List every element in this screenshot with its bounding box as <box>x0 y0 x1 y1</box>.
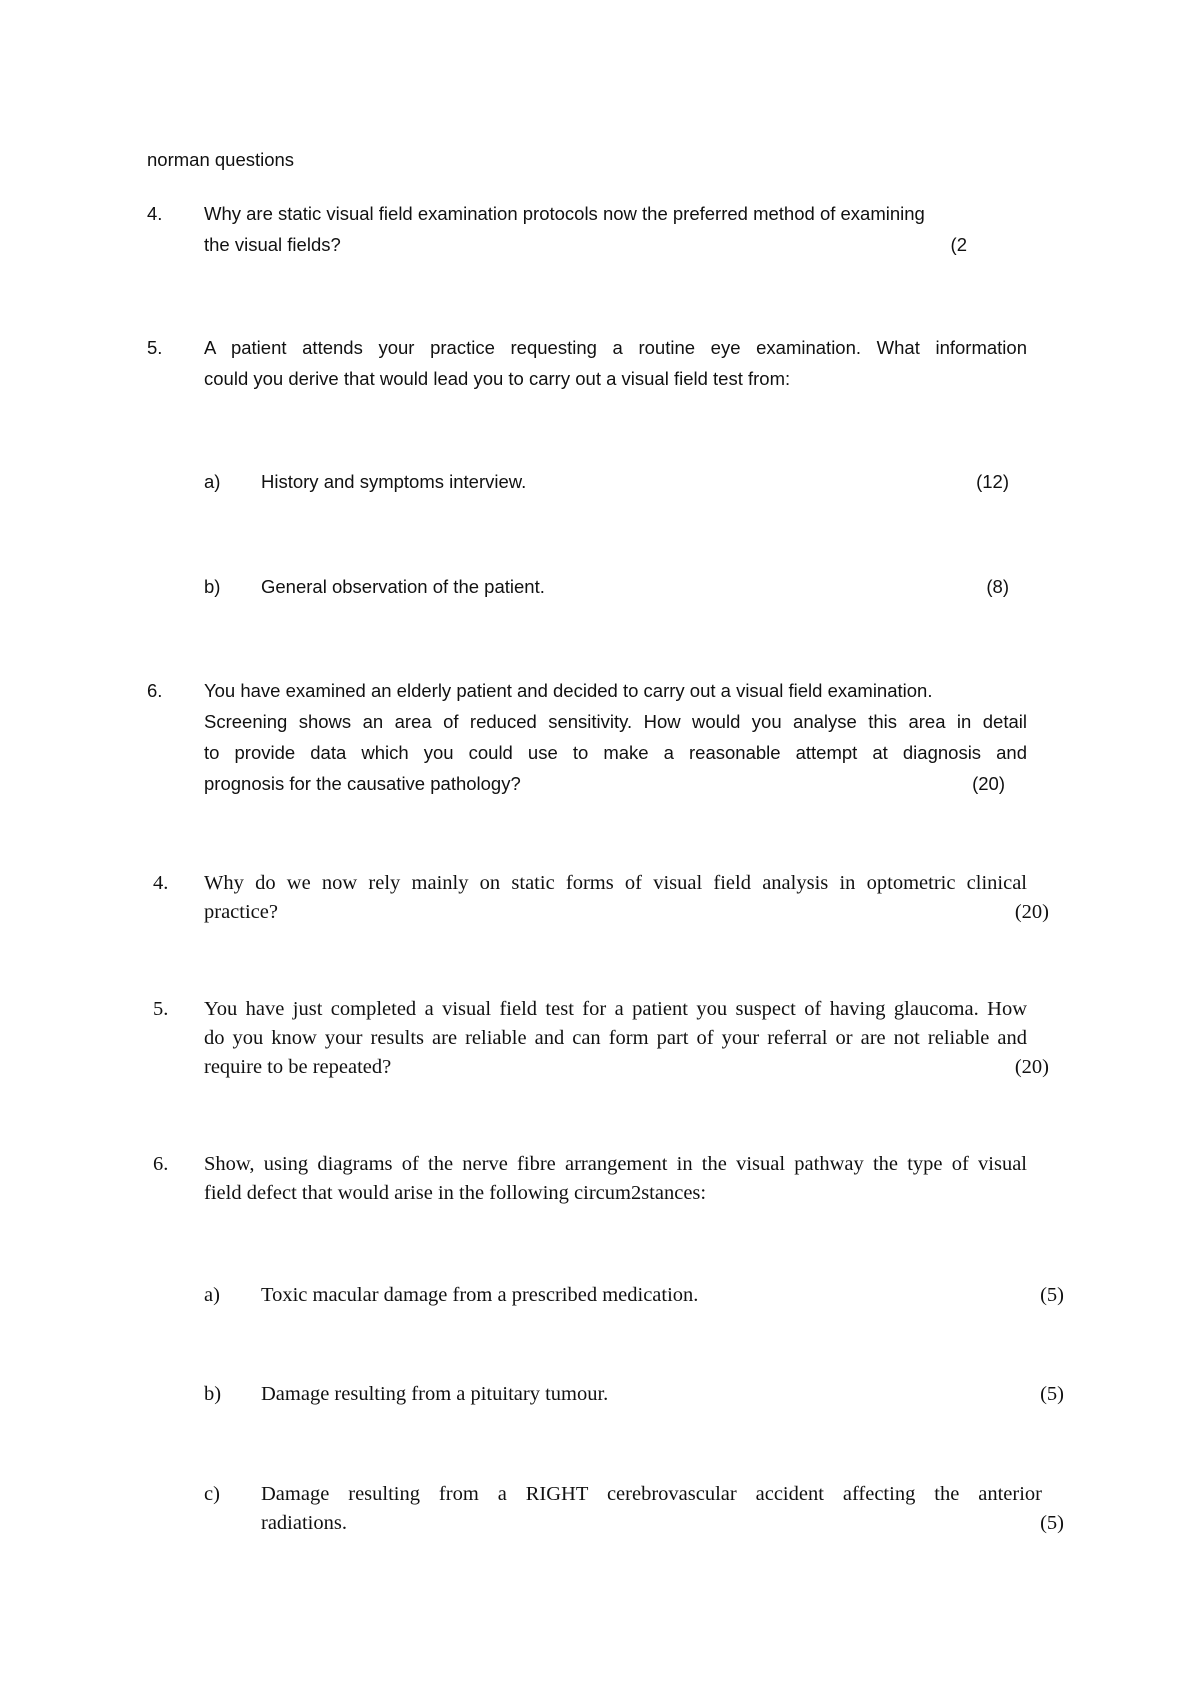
question-line <box>204 229 1027 260</box>
question-line: You have examined an elderly patient and decided to carry out a visual field examination. <box>204 680 933 701</box>
question-text <box>204 995 1049 1082</box>
question-text <box>204 332 1027 394</box>
subquestion-text: History and symptoms interview. <box>261 471 527 492</box>
question-text <box>204 869 1049 927</box>
question-line: Why do we now rely mainly on static forms of visual field analysis in optometric clinical <box>204 872 1027 894</box>
subquestion-letter: c) <box>204 1483 220 1505</box>
subquestion-marks: (5) <box>1040 1383 1064 1405</box>
question-line-text: require to be repeated? <box>204 1056 392 1078</box>
question-line: Show, using diagrams of the nerve fibre arrangement in the visual pathway the type of visual <box>204 1153 1027 1175</box>
question-line: Screening shows an area of reduced sensitivity. How would you analyse this area in detail <box>204 711 1027 732</box>
question-line: do you know your results are reliable and can form part of your referral or are not reliable and <box>204 1027 1027 1049</box>
question-line: to provide data which you could use to make a reasonable attempt at diagnosis and <box>204 742 1027 763</box>
subquestion-marks: (8) <box>986 576 1009 597</box>
subquestion-letter: a) <box>204 1284 220 1306</box>
question-marks: (20) <box>1014 1056 1049 1078</box>
subquestion-text: Damage resulting from a pituitary tumour. <box>261 1383 609 1405</box>
subquestion-line: Damage resulting from a RIGHT cerebrovascular accident affecting the anterior <box>261 1483 1042 1505</box>
question-number: 5. <box>153 998 169 1020</box>
question-number: 6. <box>153 1153 169 1175</box>
question-marks: (20) <box>972 773 1005 794</box>
question-line-text: the visual fields? <box>204 234 341 255</box>
subquestion-marks: (12) <box>976 471 1009 492</box>
question-number: 4. <box>153 872 169 894</box>
question-line <box>204 768 1027 799</box>
question-line: A patient attends your practice requesting a routine eye examination. What information <box>204 337 1027 358</box>
question-line: Why are static visual field examination protocols now the preferred method of examining <box>204 203 925 224</box>
subquestion-marks: (5) <box>1040 1284 1064 1306</box>
question-marks: (20) <box>1014 901 1049 923</box>
subquestion-letter: b) <box>204 1383 222 1405</box>
question-line: You have just completed a visual field test for a patient you suspect of having glaucoma. How <box>204 998 1027 1020</box>
subquestion-letter: b) <box>204 576 221 597</box>
subquestion-line <box>261 1509 1064 1538</box>
subquestion-text <box>261 1480 1064 1538</box>
question-line: could you derive that would lead you to carry out a visual field test from: <box>204 368 791 389</box>
document-heading: norman questions <box>147 149 295 170</box>
question-line: field defect that would arise in the following circum2stances: <box>204 1182 707 1204</box>
question-line <box>204 898 1049 927</box>
question-number: 4. <box>147 203 163 224</box>
question-line <box>204 1053 1049 1082</box>
question-number: 5. <box>147 337 163 358</box>
question-line-text: practice? <box>204 901 278 923</box>
question-text <box>204 675 1027 799</box>
subquestion-text: General observation of the patient. <box>261 576 545 597</box>
subquestion-letter: a) <box>204 471 221 492</box>
question-text <box>204 198 1027 260</box>
subquestion-marks: (5) <box>1040 1512 1064 1534</box>
subquestion-line-text: radiations. <box>261 1512 347 1534</box>
subquestion-text: Toxic macular damage from a prescribed medication. <box>261 1284 699 1306</box>
question-line-text: prognosis for the causative pathology? <box>204 773 521 794</box>
question-text <box>204 1150 1027 1208</box>
question-marks: (2 <box>950 234 967 255</box>
question-number: 6. <box>147 680 163 701</box>
